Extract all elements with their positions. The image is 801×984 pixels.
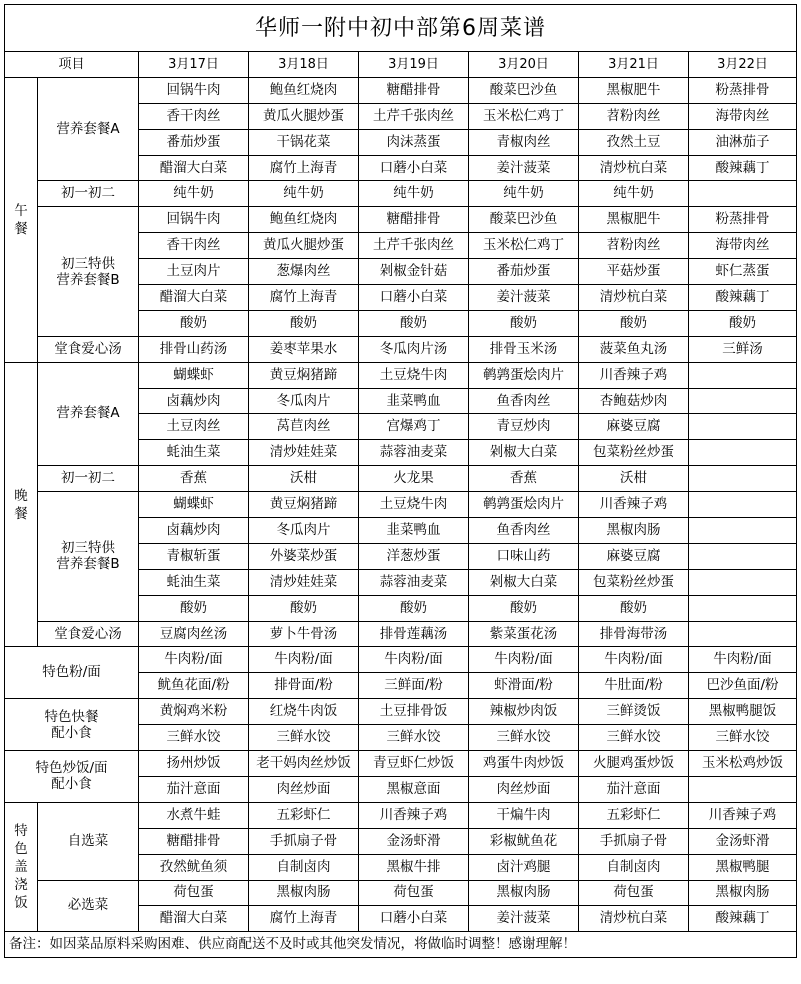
- menu-cell: 金汤虾滑: [359, 828, 469, 854]
- fast-label-line2: 配小食: [51, 724, 92, 741]
- menu-cell: 川香辣子鸡: [359, 802, 469, 828]
- menu-cell: 糖醋排骨: [359, 77, 469, 103]
- menu-cell: 紫菜蛋花汤: [469, 621, 579, 647]
- menu-cell: 手抓扇子骨: [249, 828, 359, 854]
- menu-cell: 蚝油生菜: [139, 569, 249, 595]
- menu-cell: 包菜粉丝炒蛋: [579, 440, 689, 466]
- menu-cell: [689, 621, 797, 647]
- rice-required-row: [5, 880, 797, 906]
- menu-cell: 玉米松鸡炒饭: [689, 751, 797, 777]
- menu-cell: 金汤虾滑: [689, 828, 797, 854]
- menu-cell: 苕粉肉丝: [579, 233, 689, 259]
- menu-cell: 肉丝炒面: [469, 776, 579, 802]
- menu-cell: 青豆炒肉: [469, 414, 579, 440]
- dinner-setB-label-line2: 营养套餐B: [56, 556, 120, 573]
- menu-cell: 酸奶: [359, 595, 469, 621]
- lunch-setB-label-line2: 营养套餐B: [56, 271, 120, 288]
- fast-label: [5, 699, 139, 751]
- menu-cell: 黄豆焖猪蹄: [249, 362, 359, 388]
- fried-row: [5, 751, 797, 777]
- menu-cell: 土豆肉片: [139, 259, 249, 285]
- menu-cell: 三鲜烫饭: [579, 699, 689, 725]
- menu-cell: 三鲜水饺: [579, 725, 689, 751]
- menu-cell: 清炒娃娃菜: [249, 569, 359, 595]
- menu-cell: 荷包蛋: [359, 880, 469, 906]
- menu-cell: 香干肉丝: [139, 233, 249, 259]
- menu-cell: 蚝油生菜: [139, 440, 249, 466]
- menu-cell: [689, 440, 797, 466]
- dinner-g12-row: [5, 466, 797, 492]
- menu-cell: 韭菜鸭血: [359, 388, 469, 414]
- rice-label-char: 浇: [14, 877, 28, 894]
- menu-cell: 萝卜牛骨汤: [249, 621, 359, 647]
- menu-cell: 酸奶: [469, 310, 579, 336]
- lunch-label: [5, 77, 38, 362]
- menu-cell: 酸奶: [579, 595, 689, 621]
- menu-cell: 排骨面/粉: [249, 673, 359, 699]
- header-date: 3月20日: [469, 52, 579, 78]
- note-row: [5, 932, 797, 958]
- menu-cell: 平菇炒蛋: [579, 259, 689, 285]
- menu-cell: 油淋茄子: [689, 129, 797, 155]
- menu-cell: 冬瓜肉片汤: [359, 336, 469, 362]
- dinner-setA-row: [5, 362, 797, 388]
- menu-cell: 蒜蓉油麦菜: [359, 440, 469, 466]
- fast-row: [5, 699, 797, 725]
- menu-cell: 醋溜大白菜: [139, 285, 249, 311]
- header-item: 项目: [5, 52, 139, 78]
- menu-cell: 黑椒牛排: [359, 854, 469, 880]
- menu-cell: 排骨莲藕汤: [359, 621, 469, 647]
- menu-cell: 鹌鹑蛋烩肉片: [469, 362, 579, 388]
- menu-cell: 纯牛奶: [139, 181, 249, 207]
- menu-cell: 姜枣苹果水: [249, 336, 359, 362]
- dinner-setB-row: [5, 492, 797, 518]
- menu-cell: 鲍鱼红烧肉: [249, 207, 359, 233]
- dinner-label-char: 晚: [14, 487, 28, 504]
- menu-cell: 姜汁菠菜: [469, 906, 579, 932]
- fried-label-line1: 特色炒饭/面: [35, 760, 108, 777]
- menu-cell: 酸奶: [249, 310, 359, 336]
- menu-body: [5, 5, 797, 958]
- menu-cell: 海带肉丝: [689, 103, 797, 129]
- note: 备注：如因菜品原料采购困难、供应商配送不及时或其他突发情况，将做临时调整！感谢理解！: [5, 932, 797, 958]
- menu-cell: 纯牛奶: [579, 181, 689, 207]
- menu-cell: [689, 569, 797, 595]
- menu-cell: 排骨海带汤: [579, 621, 689, 647]
- menu-cell: 牛肉粉/面: [139, 647, 249, 673]
- menu-cell: 清炒娃娃菜: [249, 440, 359, 466]
- menu-cell: [689, 776, 797, 802]
- rice-label-char: 饭: [14, 895, 28, 912]
- menu-cell: 鸡蛋牛肉炒饭: [469, 751, 579, 777]
- rice-label-char: 色: [14, 841, 28, 858]
- menu-cell: 口蘑小白菜: [359, 155, 469, 181]
- menu-cell: 牛肉粉/面: [359, 647, 469, 673]
- menu-cell: 杏鲍菇炒肉: [579, 388, 689, 414]
- menu-cell: 自制卤肉: [579, 854, 689, 880]
- menu-cell: 茄汁意面: [139, 776, 249, 802]
- menu-cell: 肉丝炒面: [249, 776, 359, 802]
- menu-cell: 玉米松仁鸡丁: [469, 103, 579, 129]
- lunch-setB-label-line1: 初三特供: [61, 255, 115, 272]
- menu-cell: 酸辣藕丁: [689, 155, 797, 181]
- lunch-soup-label: 堂食爱心汤: [38, 336, 139, 362]
- menu-cell: 沃柑: [579, 466, 689, 492]
- menu-cell: 黄瓜火腿炒蛋: [249, 233, 359, 259]
- menu-cell: 牛肚面/粉: [579, 673, 689, 699]
- header-date: 3月19日: [359, 52, 469, 78]
- menu-cell: 青椒斩蛋: [139, 543, 249, 569]
- menu-cell: 包菜粉丝炒蛋: [579, 569, 689, 595]
- menu-cell: 水煮牛蛙: [139, 802, 249, 828]
- menu-cell: 鱿鱼花面/粉: [139, 673, 249, 699]
- menu-cell: 口蘑小白菜: [359, 906, 469, 932]
- header-date: 3月17日: [139, 52, 249, 78]
- lunch-setB-label: [38, 207, 139, 336]
- menu-cell: [689, 543, 797, 569]
- menu-cell: 手抓扇子骨: [579, 828, 689, 854]
- menu-cell: [689, 388, 797, 414]
- lunch-setB-row: [5, 207, 797, 233]
- menu-cell: 火腿鸡蛋炒饭: [579, 751, 689, 777]
- menu-cell: 醋溜大白菜: [139, 155, 249, 181]
- menu-cell: [689, 181, 797, 207]
- menu-cell: 土豆烧牛肉: [359, 492, 469, 518]
- menu-cell: 土豆排骨饭: [359, 699, 469, 725]
- menu-cell: 黄焖鸡米粉: [139, 699, 249, 725]
- menu-cell: 彩椒鱿鱼花: [469, 828, 579, 854]
- menu-cell: 剁椒金针菇: [359, 259, 469, 285]
- menu-cell: 纯牛奶: [469, 181, 579, 207]
- menu-cell: 自制卤肉: [249, 854, 359, 880]
- menu-cell: 苕粉肉丝: [579, 103, 689, 129]
- menu-cell: 酸奶: [139, 595, 249, 621]
- menu-cell: 鹌鹑蛋烩肉片: [469, 492, 579, 518]
- menu-cell: 纯牛奶: [249, 181, 359, 207]
- menu-cell: 三鲜水饺: [359, 725, 469, 751]
- menu-cell: 香干肉丝: [139, 103, 249, 129]
- header-date: 3月21日: [579, 52, 689, 78]
- menu-cell: 牛肉粉/面: [689, 647, 797, 673]
- lunch-setA-label: 营养套餐A: [38, 77, 139, 181]
- dinner-label-char: 餐: [14, 505, 28, 522]
- menu-cell: 腐竹上海青: [249, 285, 359, 311]
- menu-cell: [689, 466, 797, 492]
- menu-cell: 牛肉粉/面: [249, 647, 359, 673]
- menu-cell: 豆腐肉丝汤: [139, 621, 249, 647]
- menu-cell: 青椒肉丝: [469, 129, 579, 155]
- menu-cell: 三鲜面/粉: [359, 673, 469, 699]
- dinner-soup-row: [5, 621, 797, 647]
- menu-cell: 蒜蓉油麦菜: [359, 569, 469, 595]
- menu-cell: 荷包蛋: [579, 880, 689, 906]
- dinner-label: [5, 362, 38, 647]
- menu-cell: 番茄炒蛋: [469, 259, 579, 285]
- noodles-row: [5, 647, 797, 673]
- fast-label-line1: 特色快餐: [44, 708, 99, 725]
- dinner-setB-label: [38, 492, 139, 621]
- menu-cell: 宫爆鸡丁: [359, 414, 469, 440]
- menu-cell: 腐竹上海青: [249, 906, 359, 932]
- menu-cell: 三鲜水饺: [249, 725, 359, 751]
- menu-cell: [689, 362, 797, 388]
- menu-cell: 黑椒肥牛: [579, 207, 689, 233]
- menu-cell: 蝴蝶虾: [139, 362, 249, 388]
- menu-cell: 茄汁意面: [579, 776, 689, 802]
- menu-cell: 土豆烧牛肉: [359, 362, 469, 388]
- menu-cell: 剁椒大白菜: [469, 569, 579, 595]
- menu-cell: 卤藕炒肉: [139, 388, 249, 414]
- menu-cell: 黑椒鸭腿饭: [689, 699, 797, 725]
- menu-cell: 三鲜汤: [689, 336, 797, 362]
- menu-cell: 剁椒大白菜: [469, 440, 579, 466]
- menu-cell: 酸奶: [689, 310, 797, 336]
- menu-cell: 三鲜水饺: [469, 725, 579, 751]
- menu-cell: 五彩虾仁: [249, 802, 359, 828]
- menu-cell: 黑椒意面: [359, 776, 469, 802]
- menu-cell: 黑椒肉肠: [249, 880, 359, 906]
- menu-cell: 川香辣子鸡: [579, 362, 689, 388]
- menu-cell: 清炒杭白菜: [579, 155, 689, 181]
- menu-cell: 麻婆豆腐: [579, 414, 689, 440]
- noodles-label: 特色粉/面: [5, 647, 139, 699]
- header-date: 3月18日: [249, 52, 359, 78]
- page-title: 华师一附中初中部第6周菜谱: [5, 5, 797, 52]
- rice-label-char: 盖: [14, 859, 28, 876]
- menu-cell: 川香辣子鸡: [689, 802, 797, 828]
- menu-cell: 冬瓜肉片: [249, 388, 359, 414]
- menu-cell: 鱼香肉丝: [469, 518, 579, 544]
- lunch-setA-row: [5, 77, 797, 103]
- menu-cell: 老干妈肉丝炒饭: [249, 751, 359, 777]
- menu-cell: 黑椒肉肠: [579, 518, 689, 544]
- menu-cell: 清炒杭白菜: [579, 906, 689, 932]
- menu-cell: 火龙果: [359, 466, 469, 492]
- rice-optional-label: 自选菜: [38, 802, 139, 880]
- menu-cell: 孜然鱿鱼须: [139, 854, 249, 880]
- menu-cell: 酸菜巴沙鱼: [469, 207, 579, 233]
- menu-cell: 冬瓜肉片: [249, 518, 359, 544]
- menu-cell: 酸奶: [579, 310, 689, 336]
- menu-cell: 粉蒸排骨: [689, 77, 797, 103]
- menu-cell: 口味山药: [469, 543, 579, 569]
- menu-cell: [689, 414, 797, 440]
- dinner-g12-label: 初一初二: [38, 466, 139, 492]
- rice-required-label: 必选菜: [38, 880, 139, 932]
- menu-cell: [689, 595, 797, 621]
- menu-cell: 回锅牛肉: [139, 77, 249, 103]
- dinner-soup-label: 堂食爱心汤: [38, 621, 139, 647]
- menu-cell: 川香辣子鸡: [579, 492, 689, 518]
- menu-cell: 海带肉丝: [689, 233, 797, 259]
- menu-cell: 卤藕炒肉: [139, 518, 249, 544]
- fried-label-line2: 配小食: [51, 776, 92, 793]
- menu-cell: 黄豆焖猪蹄: [249, 492, 359, 518]
- menu-cell: 黑椒鸭腿: [689, 854, 797, 880]
- menu-cell: 香蕉: [139, 466, 249, 492]
- menu-cell: 虾滑面/粉: [469, 673, 579, 699]
- menu-cell: 外婆菜炒蛋: [249, 543, 359, 569]
- menu-cell: 黑椒肉肠: [469, 880, 579, 906]
- menu-cell: 蝴蝶虾: [139, 492, 249, 518]
- menu-cell: 黑椒肉肠: [689, 880, 797, 906]
- lunch-g12-row: [5, 181, 797, 207]
- menu-cell: 卤汁鸡腿: [469, 854, 579, 880]
- menu-cell: [689, 492, 797, 518]
- menu-cell: 青豆虾仁炒饭: [359, 751, 469, 777]
- menu-cell: 鱼香肉丝: [469, 388, 579, 414]
- menu-cell: 清炒杭白菜: [579, 285, 689, 311]
- title-row: [5, 5, 797, 52]
- menu-cell: 干锅花菜: [249, 129, 359, 155]
- menu-cell: 莴苣肉丝: [249, 414, 359, 440]
- menu-table: [4, 4, 797, 958]
- menu-cell: 葱爆肉丝: [249, 259, 359, 285]
- lunch-soup-row: [5, 336, 797, 362]
- menu-cell: 酸辣藕丁: [689, 906, 797, 932]
- menu-cell: [689, 518, 797, 544]
- menu-cell: 洋葱炒蛋: [359, 543, 469, 569]
- lunch-label-char: 午: [14, 202, 28, 219]
- menu-cell: 香蕉: [469, 466, 579, 492]
- menu-cell: 荷包蛋: [139, 880, 249, 906]
- menu-cell: 酸奶: [359, 310, 469, 336]
- menu-cell: 辣椒炒肉饭: [469, 699, 579, 725]
- menu-cell: 酸奶: [139, 310, 249, 336]
- menu-cell: 姜汁菠菜: [469, 285, 579, 311]
- menu-cell: 沃柑: [249, 466, 359, 492]
- menu-cell: 土芹千张肉丝: [359, 233, 469, 259]
- menu-cell: 玉米松仁鸡丁: [469, 233, 579, 259]
- menu-cell: 红烧牛肉饭: [249, 699, 359, 725]
- menu-cell: 醋溜大白菜: [139, 906, 249, 932]
- menu-cell: 麻婆豆腐: [579, 543, 689, 569]
- fried-label: [5, 751, 139, 803]
- menu-cell: 虾仁蒸蛋: [689, 259, 797, 285]
- menu-cell: 黄瓜火腿炒蛋: [249, 103, 359, 129]
- menu-cell: 三鲜水饺: [689, 725, 797, 751]
- menu-cell: 酸菜巴沙鱼: [469, 77, 579, 103]
- menu-cell: 肉沫蒸蛋: [359, 129, 469, 155]
- menu-cell: 酸奶: [249, 595, 359, 621]
- menu-cell: 糖醋排骨: [359, 207, 469, 233]
- menu-cell: 鲍鱼红烧肉: [249, 77, 359, 103]
- menu-cell: 排骨玉米汤: [469, 336, 579, 362]
- dinner-setB-label-line1: 初三特供: [61, 540, 115, 557]
- menu-cell: 干煸牛肉: [469, 802, 579, 828]
- menu-cell: 糖醋排骨: [139, 828, 249, 854]
- menu-cell: 牛肉粉/面: [469, 647, 579, 673]
- menu-cell: 黑椒肥牛: [579, 77, 689, 103]
- menu-cell: 五彩虾仁: [579, 802, 689, 828]
- menu-cell: 酸辣藕丁: [689, 285, 797, 311]
- header-row: [5, 52, 797, 78]
- menu-cell: 菠菜鱼丸汤: [579, 336, 689, 362]
- menu-cell: 三鲜水饺: [139, 725, 249, 751]
- lunch-g12-label: 初一初二: [38, 181, 139, 207]
- menu-cell: 扬州炒饭: [139, 751, 249, 777]
- menu-cell: 纯牛奶: [359, 181, 469, 207]
- menu-cell: 腐竹上海青: [249, 155, 359, 181]
- dinner-setA-label: 营养套餐A: [38, 362, 139, 466]
- menu-cell: 孜然土豆: [579, 129, 689, 155]
- menu-cell: 粉蒸排骨: [689, 207, 797, 233]
- menu-cell: 土豆肉丝: [139, 414, 249, 440]
- menu-cell: 土芹千张肉丝: [359, 103, 469, 129]
- lunch-label-char: 餐: [14, 220, 28, 237]
- menu-cell: 回锅牛肉: [139, 207, 249, 233]
- menu-cell: 韭菜鸭血: [359, 518, 469, 544]
- rice-label: [5, 802, 38, 931]
- header-date: 3月22日: [689, 52, 797, 78]
- rice-label-char: 特: [14, 823, 28, 840]
- rice-optional-row: [5, 802, 797, 828]
- menu-cell: 牛肉粉/面: [579, 647, 689, 673]
- menu-cell: 酸奶: [469, 595, 579, 621]
- menu-cell: 巴沙鱼面/粉: [689, 673, 797, 699]
- menu-cell: 姜汁菠菜: [469, 155, 579, 181]
- menu-cell: 排骨山药汤: [139, 336, 249, 362]
- menu-cell: 口蘑小白菜: [359, 285, 469, 311]
- menu-cell: 番茄炒蛋: [139, 129, 249, 155]
